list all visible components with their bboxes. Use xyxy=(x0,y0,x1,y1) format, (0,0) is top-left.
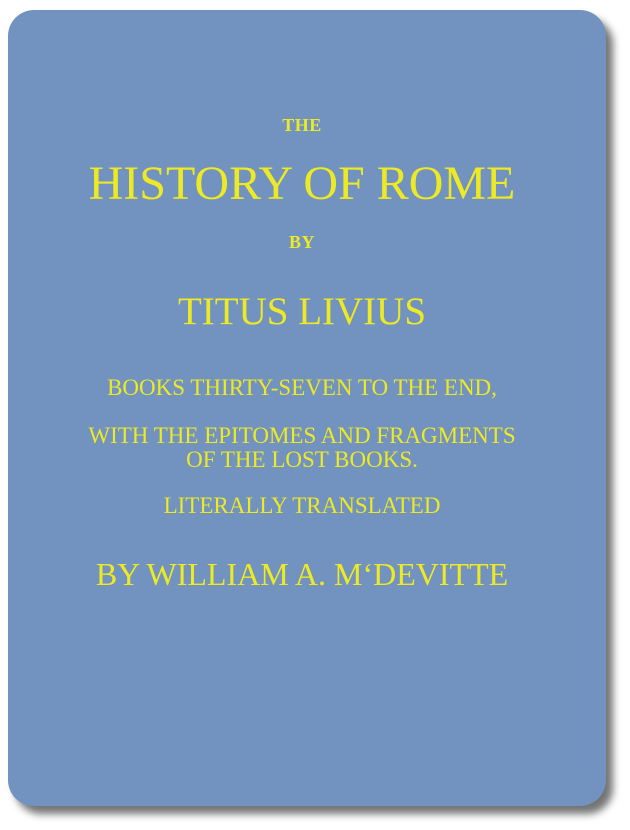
book-cover xyxy=(8,10,606,806)
book-author: TITUS LIVIUS xyxy=(177,290,427,333)
book-subtitle-epitomes xyxy=(8,424,596,472)
cover-by-label: BY xyxy=(288,232,315,252)
book-subtitle-books-range: BOOKS THIRTY-SEVEN TO THE END, xyxy=(107,375,497,400)
book-subtitle-epitomes-line1: WITH THE EPITOMES AND FRAGMENTS xyxy=(88,423,516,448)
book-translator: BY WILLIAM A. M‘DEVITTE xyxy=(95,556,509,592)
book-subtitle-translated: LITERALLY TRANSLATED xyxy=(163,493,441,518)
cover-the-label: THE xyxy=(282,115,322,135)
book-subtitle-epitomes-line2: OF THE LOST BOOKS. xyxy=(186,447,418,472)
book-title: HISTORY OF ROME xyxy=(88,157,516,210)
